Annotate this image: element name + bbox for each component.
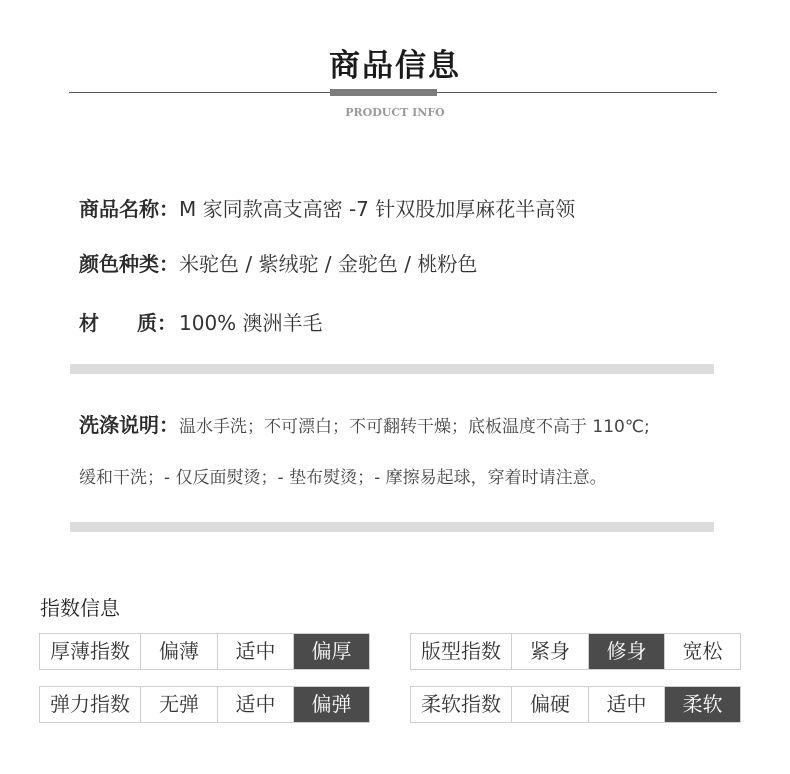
washing-line-1	[79, 409, 650, 438]
index-option: 无弹	[140, 687, 217, 722]
index-option: 适中	[588, 687, 664, 722]
index-table-softness	[410, 686, 741, 723]
material-value: 100% 澳洲羊毛	[179, 311, 323, 335]
index-section-title: 指数信息	[40, 596, 120, 620]
index-label: 版型指数	[421, 639, 501, 663]
index-option: 适中	[217, 634, 293, 669]
product-name-value: M 家同款高支高密 -7 针双股加厚麻花半高领	[179, 197, 576, 221]
page-subtitle: PRODUCT INFO	[345, 106, 445, 119]
page-title: 商品信息	[329, 48, 461, 84]
material-label-char-1: 材	[79, 311, 99, 335]
washing-label: 洗涤说明：	[79, 413, 179, 437]
product-name-row	[79, 193, 575, 222]
color-label: 颜色种类：	[79, 252, 179, 276]
material-label-char-2: 质：	[137, 311, 177, 335]
color-row	[79, 248, 477, 277]
color-value: 米驼色 / 紫绒驼 / 金驼色 / 桃粉色	[179, 252, 478, 276]
index-option: 适中	[217, 687, 293, 722]
index-option: 偏硬	[511, 687, 588, 722]
index-table-thickness	[39, 633, 370, 670]
washing-text-2: 缓和干洗；- 仅反面熨烫；- 垫布熨烫；- 摩擦易起球，穿着时请注意。	[79, 468, 607, 488]
index-option-selected: 偏厚	[293, 634, 369, 669]
section-divider	[70, 364, 714, 374]
title-accent-bar	[330, 89, 437, 96]
index-option: 紧身	[511, 634, 588, 669]
section-divider	[70, 522, 714, 532]
material-label	[79, 307, 179, 336]
product-name-label: 商品名称：	[79, 197, 179, 221]
washing-text-1: 温水手洗；不可漂白；不可翻转干燥；底板温度不高于 110℃;	[179, 417, 650, 437]
index-label: 厚薄指数	[50, 639, 130, 663]
index-option: 偏薄	[140, 634, 217, 669]
material-row	[79, 307, 323, 336]
index-option-selected: 修身	[588, 634, 664, 669]
index-table-fit	[410, 633, 741, 670]
index-label: 柔软指数	[421, 692, 501, 716]
index-label: 弹力指数	[50, 692, 130, 716]
index-option-selected: 偏弹	[293, 687, 369, 722]
index-table-elasticity	[39, 686, 370, 723]
index-option: 宽松	[664, 634, 740, 669]
index-option-selected: 柔软	[664, 687, 740, 722]
